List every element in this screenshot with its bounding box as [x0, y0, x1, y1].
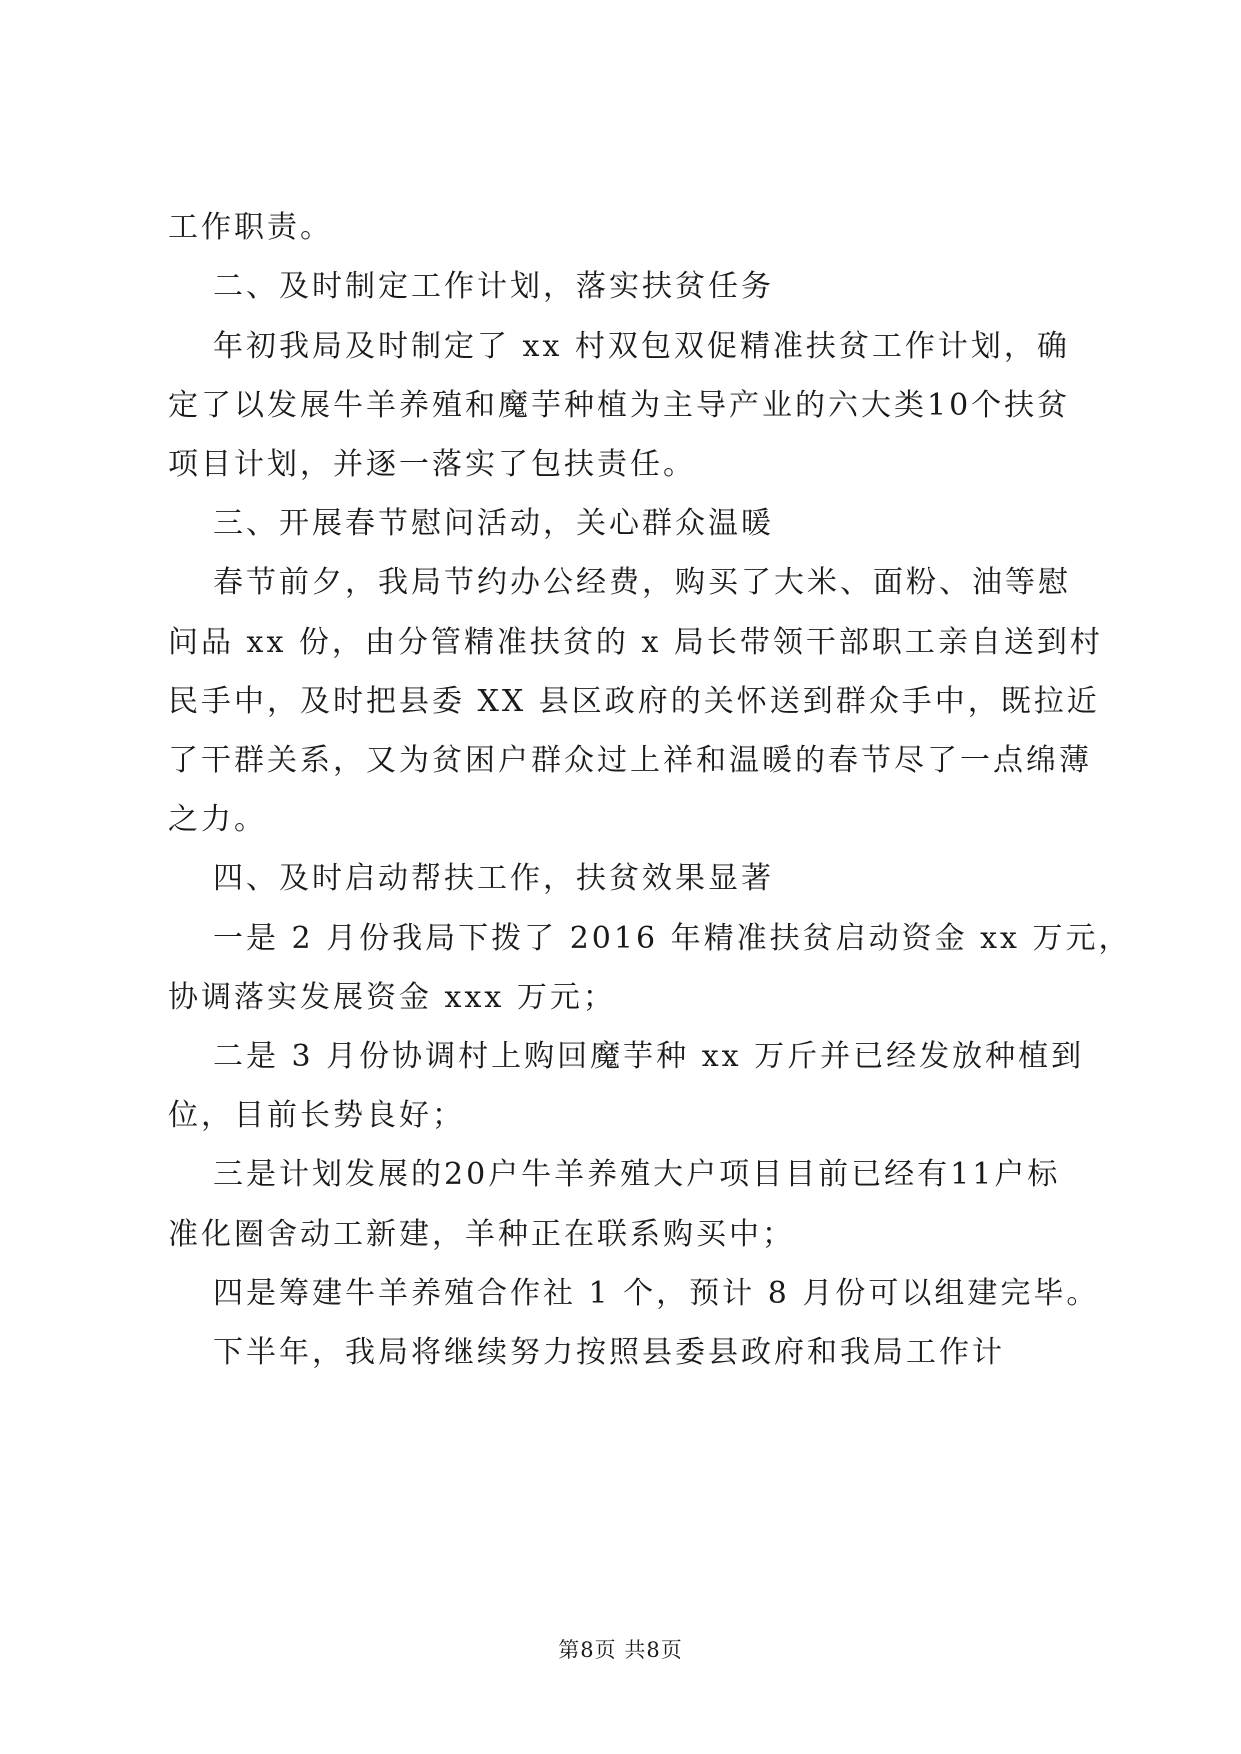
- section-heading-3: 三、开展春节慰问活动，关心群众温暖: [213, 506, 774, 541]
- text-line-1: 工作职责。: [168, 210, 333, 245]
- text-line-19: 四是筹建牛羊养殖合作社 1 个，预计 8 月份可以组建完毕。: [213, 1276, 1100, 1311]
- text-line-18: 准化圈舍动工新建，羊种正在联系购买中；: [168, 1217, 795, 1252]
- text-line-8: 问品 xx 份，由分管精准扶贫的 x 局长带领干部职工亲自送到村: [168, 625, 1103, 660]
- text-line-17: 三是计划发展的20户牛羊养殖大户项目目前已经有11户标: [213, 1157, 1061, 1192]
- section-heading-4: 四、及时启动帮扶工作，扶贫效果显著: [213, 861, 774, 896]
- text-line-20: 下半年，我局将继续努力按照县委县政府和我局工作计: [213, 1335, 1005, 1370]
- text-line-7: 春节前夕，我局节约办公经费，购买了大米、面粉、油等慰: [213, 565, 1071, 600]
- page-footer: 第8页 共8页: [558, 1638, 683, 1662]
- text-line-11: 之力。: [168, 802, 267, 837]
- text-line-15: 二是 3 月份协调村上购回魔芋种 xx 万斤并已经发放种植到: [213, 1039, 1085, 1074]
- text-line-5: 项目计划，并逐一落实了包扶责任。: [168, 447, 696, 482]
- text-line-16: 位，目前长势良好；: [168, 1098, 465, 1133]
- text-line-10: 了干群关系，又为贫困户群众过上祥和温暖的春节尽了一点绵薄: [168, 743, 1092, 778]
- text-line-3: 年初我局及时制定了 xx 村双包双促精准扶贫工作计划，确: [213, 329, 1070, 364]
- section-heading-2: 二、及时制定工作计划，落实扶贫任务: [213, 269, 774, 304]
- text-line-13: 一是 2 月份我局下拨了 2016 年精准扶贫启动资金 xx 万元，: [213, 921, 1132, 956]
- text-line-4: 定了以发展牛羊养殖和魔芋种植为主导产业的六大类10个扶贫: [168, 388, 1071, 423]
- text-line-9: 民手中，及时把县委 XX 县区政府的关怀送到群众手中，既拉近: [168, 684, 1100, 719]
- text-line-14: 协调落实发展资金 xxx 万元；: [168, 980, 616, 1015]
